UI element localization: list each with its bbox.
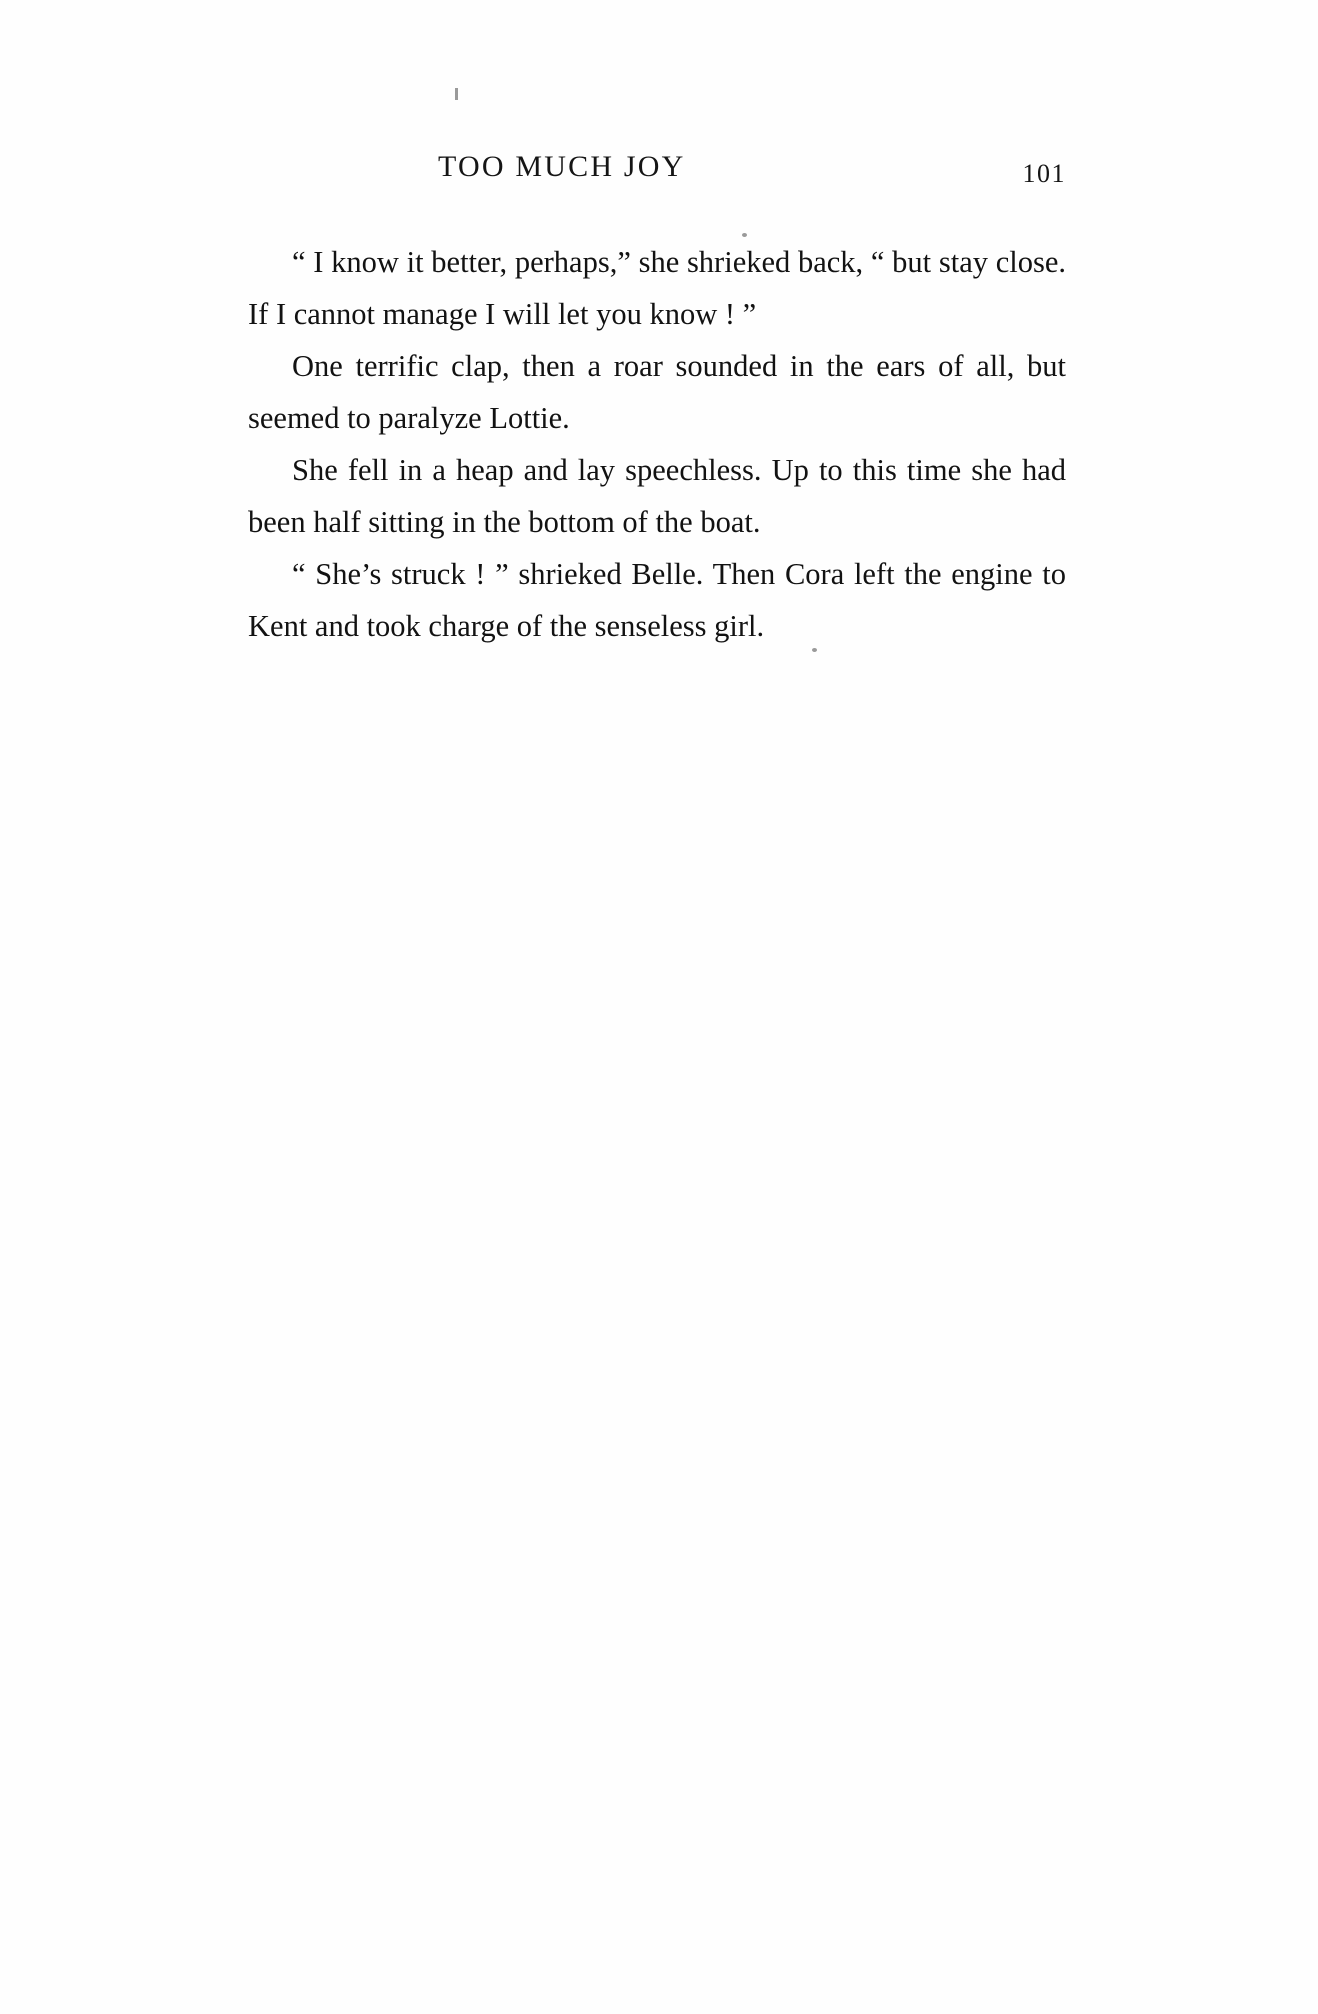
page-number: 101	[1022, 159, 1066, 188]
running-head	[248, 150, 1066, 190]
paragraph: “ She’s struck ! ” shrieked Belle. Then Cora left the engine to Kent and took charge of the senseless girl.	[248, 557, 1066, 643]
body-text	[248, 236, 1066, 652]
paragraph: “ I know it better, perhaps,” she shrieked back, “ but stay close. If I cannot manage I will let you know ! ”	[248, 245, 1066, 331]
page-content	[248, 150, 1066, 652]
paragraph: One terrific clap, then a roar sounded in the ears of all, but seemed to paralyze Lottie.	[248, 349, 1066, 435]
paragraph: She fell in a heap and lay speechless. Up to this time she had been half sitting in the bottom of the boat.	[248, 453, 1066, 539]
page-title: TOO MUCH JOY	[438, 150, 686, 183]
page-speck-icon	[455, 88, 458, 100]
